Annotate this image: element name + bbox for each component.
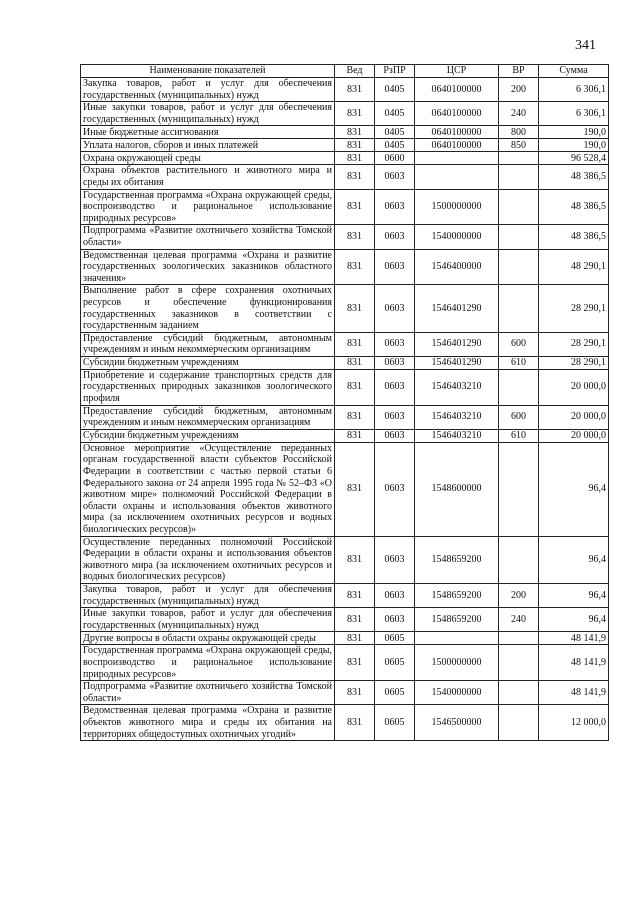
cell-ved: 831 [335, 356, 375, 369]
cell-name: Предоставление субсидий бюджетным, автономным учреждениям и иным некоммерческим организациям [81, 405, 335, 429]
cell-sum: 28 290,1 [539, 332, 609, 356]
cell-sum: 96,4 [539, 536, 609, 583]
cell-sum: 96 528,4 [539, 152, 609, 165]
cell-sum: 48 141,9 [539, 645, 609, 681]
cell-sum: 190,0 [539, 139, 609, 152]
cell-rzpr: 0603 [375, 583, 415, 607]
table-row [81, 225, 609, 249]
cell-sum: 20 000,0 [539, 405, 609, 429]
page-number: 341 [575, 38, 596, 53]
table-row [81, 356, 609, 369]
cell-name: Иные закупки товаров, работ и услуг для обеспечения государственных (муниципальных) нужд [81, 102, 335, 126]
cell-ved: 831 [335, 681, 375, 705]
cell-vr [499, 681, 539, 705]
cell-sum: 48 290,1 [539, 249, 609, 285]
cell-ved: 831 [335, 225, 375, 249]
table-row [81, 429, 609, 442]
cell-name: Предоставление субсидий бюджетным, автономным учреждениям и иным некоммерческим организациям [81, 332, 335, 356]
header-ved: Вед [335, 65, 375, 78]
table-row [81, 645, 609, 681]
cell-sum: 48 386,5 [539, 165, 609, 189]
cell-rzpr: 0603 [375, 536, 415, 583]
cell-rzpr: 0603 [375, 608, 415, 632]
table-row [81, 102, 609, 126]
cell-csr [415, 152, 499, 165]
header-vr: ВР [499, 65, 539, 78]
cell-csr: 0640100000 [415, 126, 499, 139]
cell-name: Выполнение работ в сфере сохранения охотничьих ресурсов и обеспечение функционирования государственных заказников в соответствии с государственным заданием [81, 285, 335, 332]
cell-name: Уплата налогов, сборов и иных платежей [81, 139, 335, 152]
cell-csr: 1546403210 [415, 429, 499, 442]
cell-name: Субсидии бюджетным учреждениям [81, 356, 335, 369]
cell-name: Другие вопросы в области охраны окружающей среды [81, 632, 335, 645]
cell-vr: 800 [499, 126, 539, 139]
cell-vr [499, 536, 539, 583]
cell-ved: 831 [335, 249, 375, 285]
cell-sum: 6 306,1 [539, 78, 609, 102]
cell-csr: 1546401290 [415, 356, 499, 369]
cell-name: Иные закупки товаров, работ и услуг для обеспечения государственных (муниципальных) нужд [81, 608, 335, 632]
cell-name: Основное мероприятие «Осуществление переданных органам государственной власти субъектов Российской Федерации в соответствии с частью первой статьи 6 Федерального закона от 24 апреля 1995 года № 52–ФЗ «О животном мире» полномочий Российской Федерации в области охраны и использования объектов животного мира (за исключением охотничьих ресурсов и водных биологических ресурсов)» [81, 442, 335, 536]
cell-name: Охрана окружающей среды [81, 152, 335, 165]
cell-rzpr: 0603 [375, 165, 415, 189]
table-row [81, 536, 609, 583]
cell-ved: 831 [335, 126, 375, 139]
cell-csr: 1500000000 [415, 189, 499, 225]
cell-rzpr: 0603 [375, 332, 415, 356]
cell-ved: 831 [335, 705, 375, 741]
table-row [81, 126, 609, 139]
cell-sum: 48 386,5 [539, 189, 609, 225]
cell-vr [499, 225, 539, 249]
cell-csr: 0640100000 [415, 139, 499, 152]
cell-csr: 1546403210 [415, 369, 499, 405]
cell-rzpr: 0603 [375, 189, 415, 225]
cell-rzpr: 0603 [375, 249, 415, 285]
cell-ved: 831 [335, 332, 375, 356]
cell-csr [415, 632, 499, 645]
cell-name: Закупка товаров, работ и услуг для обеспечения государственных (муниципальных) нужд [81, 78, 335, 102]
cell-vr: 240 [499, 608, 539, 632]
cell-rzpr: 0605 [375, 705, 415, 741]
cell-vr [499, 705, 539, 741]
cell-sum: 12 000,0 [539, 705, 609, 741]
cell-csr: 1546401290 [415, 332, 499, 356]
cell-name: Закупка товаров, работ и услуг для обеспечения государственных (муниципальных) нужд [81, 583, 335, 607]
cell-csr: 1540000000 [415, 681, 499, 705]
cell-csr [415, 165, 499, 189]
table-row [81, 249, 609, 285]
cell-csr: 1548600000 [415, 442, 499, 536]
header-sum: Сумма [539, 65, 609, 78]
cell-vr [499, 165, 539, 189]
cell-csr: 1500000000 [415, 645, 499, 681]
cell-ved: 831 [335, 102, 375, 126]
cell-csr: 1548659200 [415, 536, 499, 583]
cell-ved: 831 [335, 152, 375, 165]
cell-name: Ведомственная целевая программа «Охрана и развитие объектов животного мира и среды их обитания на территориях общедоступных охотничьих угодий» [81, 705, 335, 741]
cell-name: Осуществление переданных полномочий Российской Федерации в области охраны и использования объектов животного мира (за исключением охотничьих ресурсов и водных биологических ресурсов) [81, 536, 335, 583]
cell-csr: 1548659200 [415, 583, 499, 607]
cell-name: Приобретение и содержание транспортных средств для государственных природных заказников зоологического профиля [81, 369, 335, 405]
cell-sum: 48 141,9 [539, 632, 609, 645]
table-row [81, 332, 609, 356]
cell-rzpr: 0605 [375, 632, 415, 645]
cell-vr: 610 [499, 356, 539, 369]
table-row [81, 285, 609, 332]
cell-sum: 48 386,5 [539, 225, 609, 249]
cell-vr: 610 [499, 429, 539, 442]
cell-ved: 831 [335, 536, 375, 583]
cell-rzpr: 0605 [375, 645, 415, 681]
table-row [81, 189, 609, 225]
cell-rzpr: 0405 [375, 78, 415, 102]
table-row [81, 405, 609, 429]
cell-vr [499, 442, 539, 536]
cell-ved: 831 [335, 369, 375, 405]
cell-sum: 28 290,1 [539, 285, 609, 332]
cell-rzpr: 0603 [375, 285, 415, 332]
cell-name: Охрана объектов растительного и животного мира и среды их обитания [81, 165, 335, 189]
cell-rzpr: 0405 [375, 102, 415, 126]
cell-vr [499, 189, 539, 225]
cell-sum: 48 141,9 [539, 681, 609, 705]
cell-name: Иные бюджетные ассигнования [81, 126, 335, 139]
cell-rzpr: 0603 [375, 405, 415, 429]
cell-sum: 20 000,0 [539, 429, 609, 442]
cell-rzpr: 0603 [375, 429, 415, 442]
cell-rzpr: 0605 [375, 681, 415, 705]
cell-csr: 1546403210 [415, 405, 499, 429]
cell-vr: 850 [499, 139, 539, 152]
cell-sum: 28 290,1 [539, 356, 609, 369]
table-header-row [81, 65, 609, 78]
cell-ved: 831 [335, 608, 375, 632]
cell-vr [499, 632, 539, 645]
table-row [81, 583, 609, 607]
cell-sum: 96,4 [539, 608, 609, 632]
cell-name: Субсидии бюджетным учреждениям [81, 429, 335, 442]
cell-ved: 831 [335, 78, 375, 102]
cell-vr [499, 249, 539, 285]
table-row [81, 369, 609, 405]
cell-name: Ведомственная целевая программа «Охрана и развитие государственных зоологических заказников областного значения» [81, 249, 335, 285]
table-row [81, 608, 609, 632]
cell-vr: 240 [499, 102, 539, 126]
cell-name: Подпрограмма «Развитие охотничьего хозяйства Томской области» [81, 225, 335, 249]
cell-vr: 200 [499, 78, 539, 102]
cell-vr [499, 369, 539, 405]
cell-ved: 831 [335, 645, 375, 681]
cell-csr: 1546400000 [415, 249, 499, 285]
header-rzpr: РзПР [375, 65, 415, 78]
table-row [81, 78, 609, 102]
table-row [81, 681, 609, 705]
cell-name: Подпрограмма «Развитие охотничьего хозяйства Томской области» [81, 681, 335, 705]
cell-ved: 831 [335, 442, 375, 536]
table-row [81, 152, 609, 165]
cell-vr [499, 645, 539, 681]
cell-csr: 0640100000 [415, 78, 499, 102]
cell-ved: 831 [335, 285, 375, 332]
table-row [81, 165, 609, 189]
cell-sum: 6 306,1 [539, 102, 609, 126]
cell-name: Государственная программа «Охрана окружающей среды, воспроизводство и рациональное использование природных ресурсов» [81, 645, 335, 681]
header-csr: ЦСР [415, 65, 499, 78]
cell-sum: 190,0 [539, 126, 609, 139]
cell-sum: 96,4 [539, 442, 609, 536]
cell-rzpr: 0405 [375, 126, 415, 139]
cell-ved: 831 [335, 165, 375, 189]
header-name: Наименование показателей [81, 65, 335, 78]
cell-ved: 831 [335, 139, 375, 152]
cell-rzpr: 0603 [375, 442, 415, 536]
cell-rzpr: 0603 [375, 225, 415, 249]
cell-csr: 1540000000 [415, 225, 499, 249]
budget-table [80, 64, 609, 741]
cell-vr: 600 [499, 332, 539, 356]
table-row [81, 632, 609, 645]
cell-rzpr: 0600 [375, 152, 415, 165]
cell-vr [499, 152, 539, 165]
cell-sum: 20 000,0 [539, 369, 609, 405]
cell-vr [499, 285, 539, 332]
cell-ved: 831 [335, 429, 375, 442]
cell-ved: 831 [335, 632, 375, 645]
cell-sum: 96,4 [539, 583, 609, 607]
cell-csr: 0640100000 [415, 102, 499, 126]
cell-vr: 600 [499, 405, 539, 429]
cell-ved: 831 [335, 583, 375, 607]
cell-vr: 200 [499, 583, 539, 607]
cell-ved: 831 [335, 189, 375, 225]
cell-csr: 1546401290 [415, 285, 499, 332]
table-row [81, 705, 609, 741]
table-body [81, 78, 609, 741]
cell-csr: 1548659200 [415, 608, 499, 632]
cell-name: Государственная программа «Охрана окружающей среды, воспроизводство и рациональное использование природных ресурсов» [81, 189, 335, 225]
cell-rzpr: 0603 [375, 356, 415, 369]
table-row [81, 139, 609, 152]
cell-rzpr: 0405 [375, 139, 415, 152]
cell-csr: 1546500000 [415, 705, 499, 741]
table-row [81, 442, 609, 536]
cell-rzpr: 0603 [375, 369, 415, 405]
cell-ved: 831 [335, 405, 375, 429]
